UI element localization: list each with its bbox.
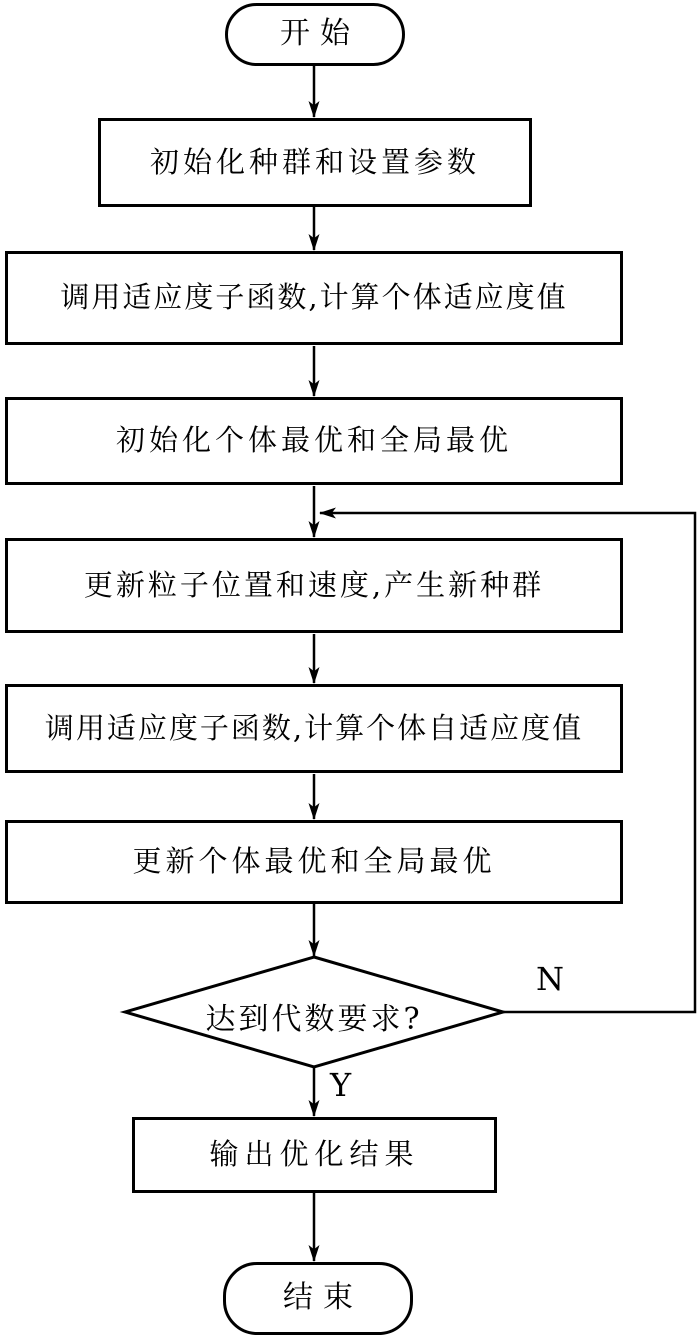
node-init-best-label: 初始化个体最优和全局最优 <box>115 423 512 458</box>
node-init-population-label: 初始化种群和设置参数 <box>149 144 480 179</box>
node-call-fitness-2 <box>5 684 623 773</box>
node-init-population <box>98 118 532 207</box>
node-output-result-label: 输出优化结果 <box>209 1137 420 1172</box>
node-call-fitness-1-label: 调用适应度子函数,计算个体适应度值 <box>60 280 568 315</box>
node-start <box>225 3 405 66</box>
node-call-fitness-1 <box>5 251 623 345</box>
branch-label-yes: Y <box>330 1066 352 1104</box>
node-output-result <box>132 1117 497 1193</box>
node-update-particles <box>5 538 623 633</box>
node-end-label: 结束 <box>283 1280 363 1316</box>
node-update-best <box>5 820 623 904</box>
node-update-best-label: 更新个体最优和全局最优 <box>132 844 496 879</box>
node-decision-label: 达到代数要求? <box>205 1002 423 1037</box>
node-start-label: 开始 <box>280 16 360 52</box>
branch-label-no: N <box>536 960 564 998</box>
node-end <box>223 1262 413 1335</box>
node-call-fitness-2-label: 调用适应度子函数,计算个体自适应度值 <box>44 710 584 745</box>
node-update-particles-label: 更新粒子位置和速度,产生新种群 <box>83 567 545 602</box>
node-init-best <box>5 397 623 485</box>
